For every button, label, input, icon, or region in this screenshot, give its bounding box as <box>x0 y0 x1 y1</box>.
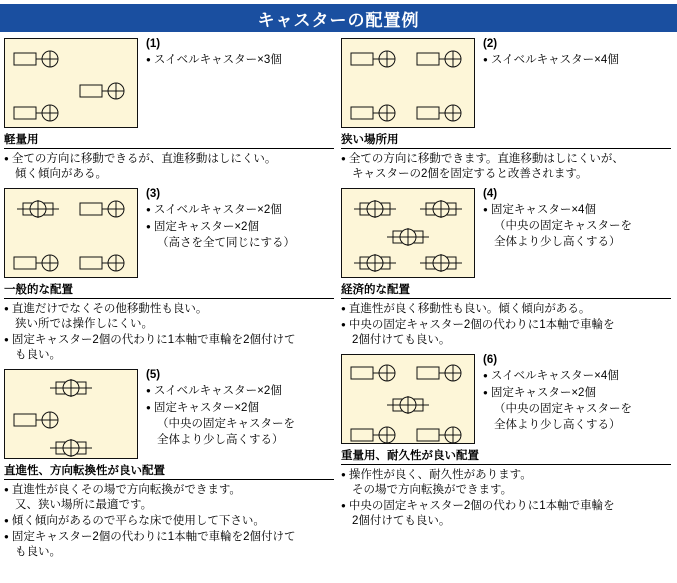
case-notes <box>4 301 334 363</box>
note-text: 操作性が良く、耐久性があります。 <box>348 469 532 481</box>
note-item <box>341 317 671 333</box>
note-text: キャスターの2個を固定すると改善されます。 <box>352 168 588 180</box>
fixed-caster-icon <box>46 436 96 460</box>
legend-item <box>483 402 671 417</box>
note-text: 傾く傾向がある。 <box>15 168 107 180</box>
swivel-caster-icon <box>416 361 466 385</box>
legend-item-label: スイベルキャスター×3個 <box>153 54 282 66</box>
swivel-caster <box>416 361 466 390</box>
swivel-caster-icon <box>79 197 129 221</box>
swivel-caster-icon <box>416 101 466 125</box>
bullet-icon <box>4 531 12 543</box>
fixed-caster-icon <box>383 225 433 249</box>
note-item <box>341 333 671 348</box>
swivel-caster-icon <box>13 251 63 275</box>
fixed-caster-icon <box>383 393 433 417</box>
caster-layout-diagram <box>341 38 475 128</box>
case-number: (6) <box>483 354 498 366</box>
bullet-icon <box>341 319 349 331</box>
note-text: 中央の固定キャスター2個の代わりに1本軸で車輪を <box>348 319 615 331</box>
case-diagram-row <box>341 38 671 128</box>
bullet-icon <box>341 469 349 481</box>
fixed-caster <box>416 251 466 280</box>
case-notes <box>341 151 671 182</box>
page-title: キャスターの配置例 <box>257 10 420 30</box>
swivel-caster <box>350 47 400 76</box>
bullet-icon <box>4 515 12 527</box>
legend-item <box>483 202 671 218</box>
legend-item <box>146 433 334 448</box>
legend-item <box>483 219 671 234</box>
note-text: 2個付けても良い。 <box>352 334 451 346</box>
case-heading: 狭い場所用 <box>341 131 671 149</box>
fixed-caster <box>383 225 433 254</box>
legend-list <box>146 202 334 251</box>
swivel-caster-icon <box>79 251 129 275</box>
bullet-icon <box>4 334 12 346</box>
note-item <box>341 301 671 317</box>
legend-item <box>483 52 671 68</box>
swivel-caster <box>79 251 129 280</box>
legend-item <box>483 385 671 401</box>
swivel-caster <box>13 408 63 437</box>
case-diagram-row <box>341 354 671 444</box>
legend-item-label: 固定キャスター×2個 <box>153 402 259 414</box>
note-item <box>4 301 334 317</box>
caster-layout-diagram <box>4 38 138 128</box>
fixed-caster-icon <box>416 197 466 221</box>
fixed-caster <box>13 197 63 226</box>
case-notes <box>341 301 671 348</box>
fixed-caster-icon <box>416 251 466 275</box>
note-text: 又、狭い場所に最適です。 <box>15 499 153 511</box>
legend-item <box>146 202 334 218</box>
case-legend <box>146 369 334 449</box>
caster-layout-diagram <box>4 188 138 278</box>
case-legend <box>146 38 334 69</box>
swivel-caster <box>416 423 466 452</box>
case-number: (1) <box>146 38 161 50</box>
bullet-icon <box>483 54 491 66</box>
note-text: も良い。 <box>15 349 61 361</box>
case-block <box>4 38 334 182</box>
swivel-caster <box>13 47 63 76</box>
legend-item-label: スイベルキャスター×2個 <box>153 385 282 397</box>
swivel-caster <box>416 101 466 130</box>
fixed-caster <box>416 197 466 226</box>
case-block <box>341 38 671 182</box>
swivel-caster <box>79 79 129 108</box>
note-item <box>341 467 671 483</box>
case-legend <box>146 188 334 252</box>
bullet-icon <box>341 500 349 512</box>
case-block <box>4 369 334 560</box>
caster-layout-diagram <box>341 188 475 278</box>
note-text: 直進性が良くその場で方向転換ができます。 <box>11 484 241 496</box>
case-1-block <box>4 38 334 182</box>
case-4-block <box>341 188 671 348</box>
case-notes <box>341 467 671 529</box>
note-item <box>4 317 334 332</box>
caster-layout-diagram <box>341 354 475 444</box>
bullet-icon <box>341 303 349 315</box>
fixed-caster-icon <box>350 251 400 275</box>
case-legend <box>483 354 671 434</box>
bullet-icon <box>146 402 154 414</box>
note-text: 傾く傾向があるので平らな床で使用して下さい。 <box>11 515 265 527</box>
legend-item <box>146 417 334 432</box>
case-block <box>341 354 671 529</box>
swivel-caster-icon <box>79 79 129 103</box>
fixed-caster <box>350 197 400 226</box>
note-item <box>4 498 334 513</box>
note-item <box>341 167 671 182</box>
legend-list <box>146 52 334 68</box>
legend-item-label: 固定キャスター×2個 <box>490 387 596 399</box>
swivel-caster-icon <box>350 47 400 71</box>
legend-item <box>146 400 334 416</box>
case-heading: 直進性、方向転換性が良い配置 <box>4 462 334 480</box>
legend-item-label: 固定キャスター×2個 <box>153 221 259 233</box>
swivel-caster-icon <box>350 423 400 447</box>
legend-item-label: スイベルキャスター×4個 <box>490 370 619 382</box>
bullet-icon <box>483 204 491 216</box>
note-text: 全ての方向に移動できるが、直進移動はしにくい。 <box>11 153 277 165</box>
legend-item-label: 固定キャスター×4個 <box>490 204 596 216</box>
swivel-caster-icon <box>13 101 63 125</box>
bullet-icon <box>146 385 154 397</box>
case-heading: 経済的な配置 <box>341 281 671 299</box>
fixed-caster <box>46 376 96 405</box>
note-text: 固定キャスター2個の代わりに1本軸で車輪を2個付けて <box>11 334 296 346</box>
note-text: 直進性が良く移動性も良い。傾く傾向がある。 <box>348 303 591 315</box>
note-item <box>4 348 334 363</box>
case-block <box>4 188 334 363</box>
swivel-caster <box>350 423 400 452</box>
legend-item-label: 全体より少し高くする） <box>494 419 621 431</box>
note-text: 中央の固定キャスター2個の代わりに1本軸で車輪を <box>348 500 615 512</box>
note-item <box>341 151 671 167</box>
case-diagram-row <box>4 369 334 459</box>
note-item <box>4 167 334 182</box>
note-item <box>4 513 334 529</box>
case-number: (4) <box>483 188 498 200</box>
fixed-caster <box>46 436 96 465</box>
legend-item <box>483 368 671 384</box>
legend-list <box>483 368 671 433</box>
case-2-block <box>341 38 671 182</box>
case-number: (3) <box>146 188 161 200</box>
swivel-caster <box>350 101 400 130</box>
note-item <box>4 545 334 560</box>
case-number: (2) <box>483 38 498 50</box>
swivel-caster-icon <box>350 101 400 125</box>
legend-item <box>483 418 671 433</box>
bullet-icon <box>341 153 349 165</box>
bullet-icon <box>146 204 154 216</box>
case-5-block <box>4 369 334 560</box>
legend-item-label: 全体より少し高くする） <box>494 236 621 248</box>
legend-list <box>146 383 334 448</box>
note-item <box>341 483 671 498</box>
legend-item <box>146 236 334 251</box>
case-notes <box>4 482 334 560</box>
legend-item-label: スイベルキャスター×4個 <box>490 54 619 66</box>
note-item <box>4 482 334 498</box>
note-item <box>4 332 334 348</box>
case-diagram-row <box>4 38 334 128</box>
legend-item <box>146 219 334 235</box>
bullet-icon <box>483 387 491 399</box>
bullet-icon <box>483 370 491 382</box>
note-text: も良い。 <box>15 546 61 558</box>
legend-item-label: （中央の固定キャスターを <box>157 418 295 430</box>
swivel-caster-icon <box>13 408 63 432</box>
legend-list <box>483 52 671 68</box>
legend-item-label: （中央の固定キャスターを <box>494 220 632 232</box>
note-text: 2個付けても良い。 <box>352 515 451 527</box>
case-heading: 一般的な配置 <box>4 281 334 299</box>
swivel-caster-icon <box>13 47 63 71</box>
bullet-icon <box>4 303 12 315</box>
case-3-block <box>4 188 334 363</box>
legend-item <box>146 52 334 68</box>
swivel-caster <box>350 361 400 390</box>
note-text: 狭い所では操作しにくい。 <box>15 318 153 330</box>
fixed-caster <box>350 251 400 280</box>
bullet-icon <box>4 484 12 496</box>
case-legend <box>483 188 671 251</box>
legend-item <box>146 383 334 399</box>
bullet-icon <box>146 221 154 233</box>
column-right <box>341 38 671 529</box>
legend-item-label: スイベルキャスター×2個 <box>153 204 282 216</box>
swivel-caster <box>13 251 63 280</box>
legend-item-label: （高さを全て同じにする） <box>157 237 295 249</box>
case-block <box>341 188 671 348</box>
column-left <box>4 38 334 560</box>
swivel-caster <box>13 101 63 130</box>
case-diagram-row <box>341 188 671 278</box>
legend-item-label: 全体より少し高くする） <box>157 434 284 446</box>
case-number: (5) <box>146 369 161 381</box>
swivel-caster-icon <box>416 47 466 71</box>
legend-list <box>483 202 671 250</box>
legend-item <box>483 235 671 250</box>
note-item <box>341 498 671 514</box>
page-title-bar <box>0 4 677 32</box>
swivel-caster-icon <box>416 423 466 447</box>
swivel-caster <box>79 197 129 226</box>
fixed-caster-icon <box>13 197 63 221</box>
note-text: 固定キャスター2個の代わりに1本軸で車輪を2個付けて <box>11 531 296 543</box>
fixed-caster <box>383 393 433 422</box>
swivel-caster <box>416 47 466 76</box>
case-6-block <box>341 354 671 529</box>
fixed-caster-icon <box>46 376 96 400</box>
fixed-caster-icon <box>350 197 400 221</box>
case-legend <box>483 38 671 69</box>
case-heading: 重量用、耐久性が良い配置 <box>341 447 671 465</box>
bullet-icon <box>4 153 12 165</box>
case-heading: 軽量用 <box>4 131 334 149</box>
case-notes <box>4 151 334 182</box>
swivel-caster-icon <box>350 361 400 385</box>
note-item <box>341 514 671 529</box>
note-text: 直進だけでなくその他移動性も良い。 <box>11 303 208 315</box>
note-text: その場で方向転換ができます。 <box>352 484 513 496</box>
note-item <box>4 151 334 167</box>
case-diagram-row <box>4 188 334 278</box>
note-text: 全ての方向に移動できます。直進移動はしにくいが、 <box>348 153 624 165</box>
bullet-icon <box>146 54 154 66</box>
legend-item-label: （中央の固定キャスターを <box>494 403 632 415</box>
note-item <box>4 529 334 545</box>
caster-layout-diagram <box>4 369 138 459</box>
